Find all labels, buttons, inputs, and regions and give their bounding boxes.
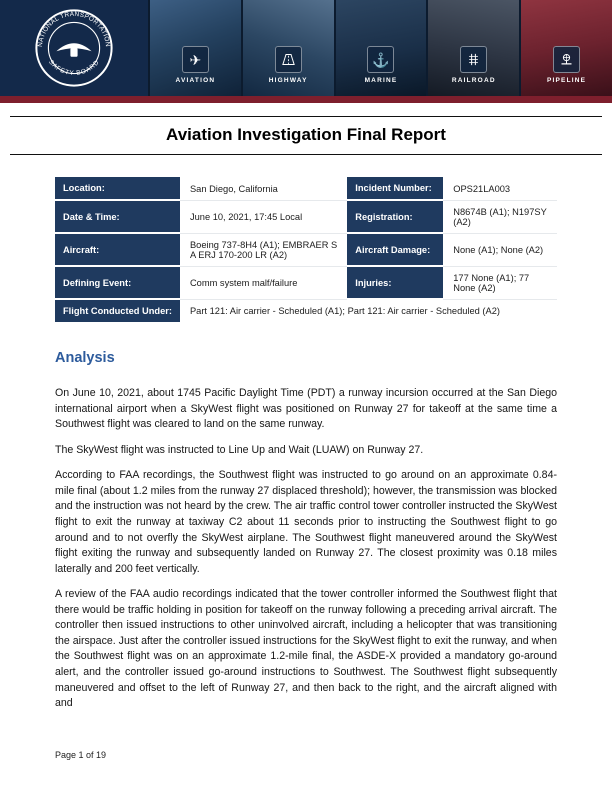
info-label-registration: Registration: xyxy=(347,201,443,234)
railroad-icon xyxy=(460,46,487,73)
info-label-aircraft: Aircraft: xyxy=(55,234,180,267)
seal-bottom-text: SAFETY BOARD xyxy=(47,58,101,78)
info-value-date-time: June 10, 2021, 17:45 Local xyxy=(180,201,347,234)
info-value-injuries: 177 None (A1); 77 None (A2) xyxy=(443,267,557,300)
info-label-injuries: Injuries: xyxy=(347,267,443,300)
info-value-flight-conducted-under: Part 121: Air carrier - Scheduled (A1); Part 121: Air carrier - Scheduled (A2) xyxy=(180,300,557,322)
mode-tile-railroad xyxy=(426,0,519,96)
report-title-box xyxy=(10,116,602,155)
info-label-location: Location: xyxy=(55,177,180,201)
info-label-defining-event: Defining Event: xyxy=(55,267,180,300)
page-title: Aviation Investigation Final Report xyxy=(166,125,446,144)
incident-info-table xyxy=(55,177,557,322)
mode-tile-aviation xyxy=(148,0,241,96)
info-value-location: San Diego, California xyxy=(180,177,347,201)
info-label-date-time: Date & Time: xyxy=(55,201,180,234)
info-value-registration: N8674B (A1); N197SY (A2) xyxy=(443,201,557,234)
table-row xyxy=(55,267,557,300)
info-label-flight-conducted-under: Flight Conducted Under: xyxy=(55,300,180,322)
anchor-icon: ⚓ xyxy=(367,46,394,73)
mode-tile-highway xyxy=(241,0,334,96)
analysis-paragraph: The SkyWest flight was instructed to Line Up and Wait (LUAW) on Runway 27. xyxy=(55,443,424,456)
info-value-aircraft: Boeing 737-8H4 (A1); EMBRAER S A ERJ 170-200 LR (A2) xyxy=(180,234,347,267)
info-label-aircraft-damage: Aircraft Damage: xyxy=(347,234,443,267)
transport-mode-tiles xyxy=(148,0,612,96)
tile-label: RAILROAD xyxy=(451,77,496,84)
tile-label: HIGHWAY xyxy=(268,77,308,84)
analysis-paragraph: A review of the FAA audio recordings indicated that the tower controller informed the Southwest flight that there would be traffic holding in position for takeoff on the runway following a preceding arrival aircraft. The controller then issued instructions to other uninvolved aircraft, including a helicopter that was transitioning the airspace. Just after the controller issued instructions for the SkyWest flight to exit the runway, and when the Southwest flight was on an approximate 1.2-mile final, the ASDE-X provided a mandatory go-around alert, and the controller issued go-around instructions to Southwest. The Southwest flight subsequently maneuvered and offset to the left of Runway 27, and then back to the right, and the aircraft aligned with and xyxy=(55,588,557,710)
info-value-incident-number: OPS21LA003 xyxy=(443,177,557,201)
info-label-incident-number: Incident Number: xyxy=(347,177,443,201)
mode-tile-marine xyxy=(334,0,427,96)
analysis-body xyxy=(55,386,557,712)
analysis-heading: Analysis xyxy=(55,350,115,366)
table-row xyxy=(55,234,557,267)
road-icon xyxy=(275,46,302,73)
table-row xyxy=(55,177,557,201)
plane-icon: ✈ xyxy=(182,46,209,73)
header-accent-bar xyxy=(0,96,612,103)
analysis-paragraph: According to FAA recordings, the Southwest flight was instructed to go around on an approximate 0.84-mile final (about 1.2 miles from the runway 27 displaced threshold); however, the transmission was blocked and the instruction was not heard by the crew. The air traffic control tower controller instructed the SkyWest flight to exit the runway at taxiway C2 about 11 seconds prior to instructing the Southwest flight to go around and to not overfly the SkyWest airplane. The Southwest flight maneuvered around the SkyWest flight exiting the runway and subsequently landed on Runway 27. The closest proximity was 0.18 miles laterally and 200 feet vertically. xyxy=(55,469,557,575)
tile-label: MARINE xyxy=(364,77,398,84)
info-value-defining-event: Comm system malf/failure xyxy=(180,267,347,300)
mode-tile-pipeline xyxy=(519,0,612,96)
ntsb-seal-icon xyxy=(34,8,114,88)
ntsb-seal xyxy=(0,0,148,96)
page-number: Page 1 of 19 xyxy=(55,750,107,760)
info-value-aircraft-damage: None (A1); None (A2) xyxy=(443,234,557,267)
pipeline-valve-icon xyxy=(553,46,580,73)
tile-label: AVIATION xyxy=(175,77,216,84)
tile-label: PIPELINE xyxy=(546,77,587,84)
table-row xyxy=(55,300,557,322)
table-row xyxy=(55,201,557,234)
seal-top-text: NATIONAL TRANSPORTATION xyxy=(36,10,112,48)
header-banner xyxy=(0,0,612,96)
analysis-paragraph: On June 10, 2021, about 1745 Pacific Daylight Time (PDT) a runway incursion occurred at the San Diego international airport when a SkyWest flight was positioned on Runway 27 for takeoff at the same time a Southwest flight was cleared to land on the same runway. xyxy=(55,387,557,431)
